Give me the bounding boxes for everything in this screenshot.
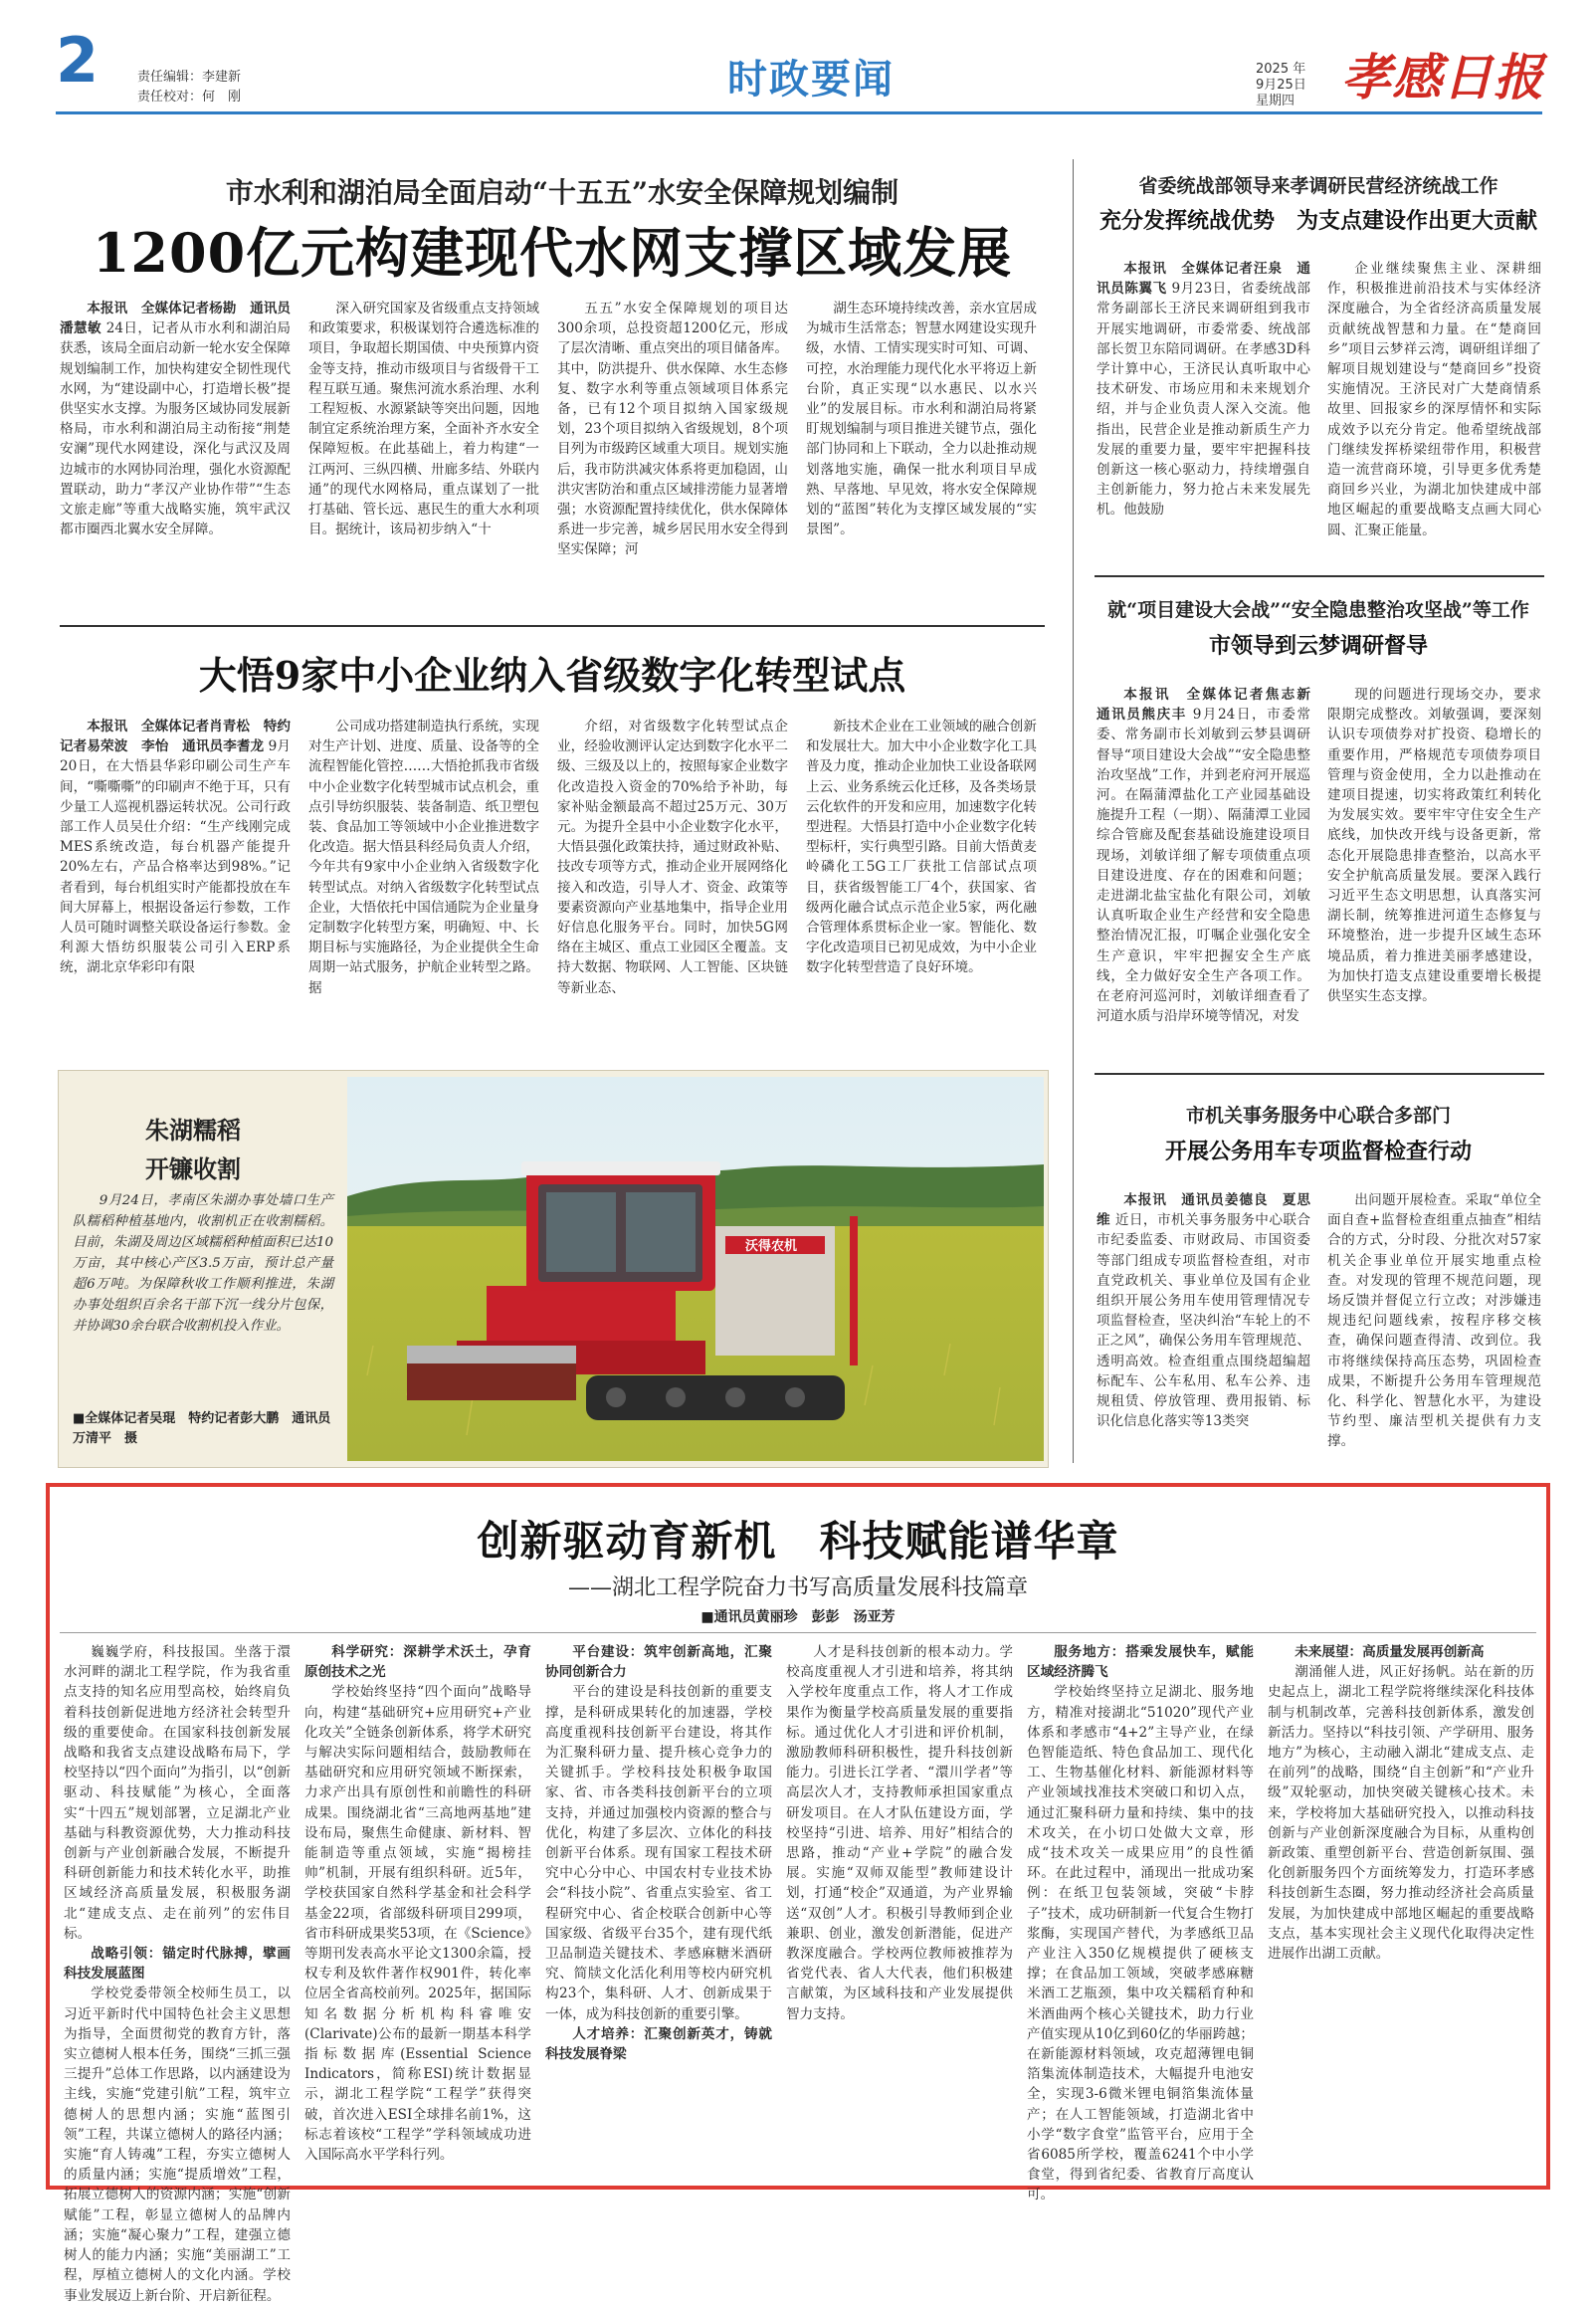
article-column: 未来展望：高质量发展再创新高 潮涌催人进，风正好扬帆。站在新的历史起点上，湖北工程学院将继续深化科技体制与机制改革，完善科技创新体系，激发创新活力。坚持以“科技引领、产学研用、服务地方”为核心，主动融入湖北“建成支点、走在前列”的战略，围绕“自主创新”和“产业升级”双轮驱动，加快突破关键核心技术。未来，学校将加大基础研究投入，以推动科技创新与产业创新深度融合为目标，从重构创新政策、重塑创新平台、营造创新氛围、强化创新服务四个方面统筹发力，打造环孝感科技创新生态圈，努力推动经济社会高质量发展，为加快建成中部地区崛起的重要战略支点，基本实现社会主义现代化取得决定性进展作出湖工贡献。 (1268, 1644, 1534, 1963)
masthead (0, 0, 1596, 109)
article-column: 本报讯 全媒体记者肖青松 特约记者易荣波 李怡 通讯员李耆龙 9月20日，在大悟县华彩印刷公司生产车间，“嘶嘶嘶”的印刷声不绝于耳，只有少量工人巡视机器运转状况。公司行政部工作人员吴仕介绍：“生产线刚完成MES系统改造，每台机器产能提升20%左右，产品合格率达到98%。”记者看到，每台机组实时产能都投放在车间大屏幕上，根据设备运行参数，工作人员可随时调整关联设备运行参数。金利源大悟纺织服装公司引入ERP系统，湖北京华彩印有限 (60, 719, 292, 976)
date-day: 9月25日 (1256, 78, 1306, 93)
article-column: 新技术企业在工业领域的融合创新和发展壮大。加大中小企业数字化工具普及力度，推动企业加快工业设备联网上云、业务系统云化迁移，及各类场景云化软件的开发和应用，加速数字化转型进程。大悟县打造中小企业数字化转型标杆，实行典型引路。目前大悟黄麦岭磷化工5G工厂获批工信部试点项目，获省级智能工厂4个，获国家、省级两化融合试点示范企业5家，两化融合管理体系贯标企业一家。智能化、数字化改造项目已初见成效，为中小企业数字化转型营造了良好环境。 (806, 719, 1037, 976)
proof-label: 责任校对：何 刚 (137, 90, 242, 105)
article-column: 五五”水安全保障规划的项目达300余项，总投资超1200亿元，形成了层次清晰、重点突出的项目储备库。其中，防洪提升、供水保障、水生态修复、数字水利等重点领域项目体系完备，已有12个项目拟纳入国家级规划，23个项目拟纳入省级规划，8个项目列为市级跨区域重大项目。规划实施后，我市防洪减灾体系将更加稳固，山洪灾害防治和重点区域排涝能力显著增强；水资源配置持续优化，供水保障体系进一步完善，城乡居民用水安全得到坚实保障；河 (557, 301, 788, 558)
column-divider (1073, 159, 1074, 1463)
headline: 1200亿元构建现代水网支撑区域发展 (92, 221, 1013, 285)
photo-title-line: 开镰收割 (145, 1154, 241, 1183)
harvester-brand: 沃得农机 (745, 1239, 798, 1254)
article-column: 本报讯 全媒体记者汪泉 通讯员陈翼飞 9月23日，省委统战部常务副部长王济民来调研组到我市开展实地调研，市委常委、统战部部长贺卫东陪同调研。在孝感3D科学计算中心，王济民认真听取中心技术研发、市场应用和未来规划介绍，并与企业负责人深入交流。他指出，民营企业是推动新质生产力发展的重要力量，要牢牢把握科技创新这一核心驱动力，持续增强自主创新能力，努力抢占未来发展先机。他鼓励 (1097, 261, 1310, 519)
article-column: 本报讯 通讯员姜德良 夏思维 近日，市机关事务服务中心联合市纪委监委、市财政局、市国资委等部门组成专项监督检查组，对市直党政机关、事业单位及国有企业组织开展公务用车使用管理情况专项监督检查，坚决纠治“车轮上的不正之风”，确保公务用车管理规范、透明高效。检查组重点围绕超编超标配车、公车私用、私车公养、违规租赁、停放管理、费用报销、标识化信息化落实等13类突 (1097, 1192, 1311, 1430)
kicker: 省委统战部领导来孝调研民营经济统战工作 (1138, 175, 1498, 197)
photo-block (58, 1070, 1049, 1468)
article-column: 巍巍学府，科技报国。坐落于澴水河畔的湖北工程学院，作为我省重点支持的知名应用型高校，始终肩负着科技创新促进地方经济社会转型升级的重要使命。在国家科技创新发展战略和我省支点建设战略布局下，学校坚持以“四个面向”为指引，以“创新驱动、科技赋能”为核心，全面落实“十四五”规划部署，立足湖北产业基础与科教资源优势，大力推动科技创新与产业创新融合发展，不断提升科研创新能力和技术转化水平，助推区域经济高质量发展，积极服务湖北“建成支点、走在前列”的宏伟目标。 战略引领：锚定时代脉搏，擘画科技发展蓝图 学校党委带领全校师生员工，以习近平新时代中国特色社会主义思想为指导，全面贯彻党的教育方针，落实立德树人根本任务，围绕“三抓三强三提升”总体工作思路，以内涵建设为主线，实施“党建引航”工程，筑牢立德树人的思想内涵；实施“蓝图引领”工程，共谋立德树人的路径内涵；实施“育人铸魂”工程，夯实立德树人的质量内涵；实施“提质增效”工程，拓展立德树人的资源内涵；实施“创新赋能”工程，彰显立德树人的品牌内涵；实施“凝心聚力”工程，建强立德树人的能力内涵；实施“美丽湖工”工程，厚植立德树人的文化内涵。学校事业发展迈上新台阶、开启新征程。 (64, 1644, 291, 2304)
article-column: 人才是科技创新的根本动力。学校高度重视人才引进和培养，将其纳入学校年度重点工作，将人才工作成果作为衡量学校高质量发展的重要指标。通过优化人才引进和评价机制，激励教师科研积极性，提升科技创新能力。引进长江学者、“澴川学者”等高层次人才，支持教师承担国家重点研发项目。在人才队伍建设方面，学校坚持“引进、培养、用好”相结合的思路，推动“产业+学院”的融合发展。实施“双师双能型”教师建设计划，打通“校企”双通道，为产业界输送“双创”人才。积极引导教师到企业兼职、创业，激发创新潜能，促进产教深度融合。学校两位教师被推荐为省党代表、省人大代表，他们积极建言献策，为区域科技和产业发展提供智力支持。 (786, 1644, 1013, 2022)
article-column: 深入研究国家及省级重点支持领域和政策要求，积极谋划符合遴选标准的项目，争取超长期国债、中央预算内资金等支持，推动市级项目与省级骨干工程互联互通。聚焦河流水系治理、水利工程短板、水源紧缺等突出问题，因地制宜定系统治理方案，全面补齐水安全保障短板。在此基础上，着力构建“一江两河、三纵四横、卅廊多结、外联内通”的现代水网格局，重点谋划了一批打基础、管长远、惠民生的重大水利项目。据统计，该局初步纳入“十 (308, 301, 539, 538)
article-column: 本报讯 全媒体记者焦志新 通讯员熊庆丰 9月24日，市委常委、常务副市长刘敏到云梦县调研督导“项目建设大会战”“安全隐患整治攻坚战”工作，并到老府河开展巡河。在隔蒲潭盐化工产业园基础设施提升工程（一期）、隔蒲潭工业园综合管廊及配套基础设施建设项目现场，刘敏详细了解专项债重点项目建设进度、存在的困难和问题；走进湖北盐宝盐化有限公司，刘敏认真听取企业生产经营和安全隐患整治情况汇报，叮嘱企业强化安全生产意识，牢牢把握安全生产底线，全力做好安全生产各项工作。在老府河巡河时，刘敏详细查看了河道水质与沿岸环境等情况，对发 (1097, 687, 1324, 1025)
photo-caption: 9月24日，孝南区朱湖办事处墙口生产队糯稻种植基地内，收割机正在收割糯稻。目前，朱湖及周边区域糯稻种植面积已达10万亩，其中核心产区3.5万亩，预计总产量超6万吨。为保障秋收工作顺利推进，朱湖办事处组织百余名干部下沉一线分片包保，并协调30余台联合收割机投入作业。 (73, 1193, 333, 1334)
photo-title-line: 朱湖糯稻 (145, 1116, 241, 1145)
paper-logo: 孝感日报 (1341, 48, 1544, 106)
headline: 创新驱动育新机 科技赋能谱华章 (477, 1517, 1119, 1566)
article-column: 出问题开展检查。采取“单位全面自查+监督检查组重点抽查”相结合的方式，分时段、分批次对57家机关企事业单位开展实地重点检查。对发现的管理不规范问题，现场反馈并督促立行立改；对涉嫌违规违纪问题线索，按程序移交核查，确保问题查得清、改到位。我市将继续保持高压态势，巩固检查成果，不断提升公务用车管理规范化、科学化、智慧化水平，为建设节约型、廉洁型机关提供有力支撑。 (1327, 1192, 1541, 1450)
divider (60, 1632, 1536, 1633)
divider (60, 625, 1045, 627)
page-number: 2 (56, 24, 100, 97)
article-column: 湖生态环境持续改善，亲水宜居成为城市生活常态；智慧水网建设实现升级，水情、工情实现实时可知、可调、可控，水治理能力现代化水平将迈上新台阶，真正实现“以水惠民、以水兴业”的发展目标。市水利和湖泊局将紧盯规划编制与项目推进关键节点，强化部门协同和上下联动，全力以赴推动规划落地实施，确保一批水利项目早成熟、早落地、早见效，将水安全保障规划的“蓝图”转化为支撑区域发展的“实景图”。 (806, 301, 1037, 538)
harvest-photo (347, 1077, 1044, 1461)
feature-box (46, 1483, 1550, 2304)
kicker: 就“项目建设大会战”“安全隐患整治攻坚战”等工作 (1107, 599, 1529, 621)
photo-title (99, 1111, 288, 1184)
article-column: 企业继续聚焦主业、深耕细作，积极推进前沿技术与实体经济深度融合，为全省经济高质量发展贡献统战智慧和力量。在“楚商回乡”项目云梦祥云湾，调研组详细了解项目规划建设与“楚商回乡”投资实施情况。王济民对广大楚商情系故里、回报家乡的深厚情怀和实际成效予以充分肯定。他希望统战部门继续发挥桥梁纽带作用，积极营造一流营商环境，引导更多优秀楚商回乡兴业，为湖北加快建成中部地区崛起的重要战略支点画大同心圆、汇聚正能量。 (1327, 261, 1541, 538)
date-year: 2025 年 (1256, 62, 1306, 77)
article-column: 本报讯 全媒体记者杨勘 通讯员潘慧敏 24日，记者从市水利和湖泊局获悉，该局全面启动新一轮水安全保障规划编制工作，加快构建安全韧性现代水网，为“建设副中心，打造增长极”提供坚实水支撑。为服务区域协同发展新格局，市水利和湖泊局主动衔接“荆楚安澜”现代水网建设，深化与武汉及周边城市的水网协同治理，强化水资源配置联动，助力“孝汉产业协作带”“生态文旅走廊”等重大战略实施，筑牢武汉都市圈西北翼水安全屏障。 (60, 301, 292, 538)
article-column: 科学研究：深耕学术沃土，孕育原创技术之光 学校始终坚持“四个面向”战略导向，构建“基础研究+应用研究+产业化攻关”全链条创新体系，将学术研究与解决实际问题相结合，鼓励教师在基础研究和应用研究领域不断探索，力求产出具有原创性和前瞻性的科研成果。围绕湖北省“三高地两基地”建设布局，聚焦生命健康、新材料、智能制造等重点领域，实施“揭榜挂帅”机制，开展有组织科研。近5年，学校获国家自然科学基金和社会科学基金22项，省部级科研项目299项，省市科研成果奖53项，在《Science》等期刊发表高水平论文1300余篇，授权专利及软件著作权901件，转化率位居全省高校前列。2025年，据国际知名数据分析机构科睿唯安(Clarivate)公布的最新一期基本科学指标数据库(Essential Science Indicators，简称ESI)统计数据显示，湖北工程学院“工程学”获得突破，首次进入ESI全球排名前1%，这标志着该校“工程学”学科领域成功进入国际高水平学科行列。 (304, 1644, 531, 2164)
headline: 市领导到云梦调研督导 (1208, 633, 1428, 659)
article-column: 介绍，对省级数字化转型试点企业，经验收测评认定达到数字化水平二级、三级及以上的，按照每家企业数字化改造投入资金的70%给予补助，每家补贴金额最高不超过25万元、30万元。为提升全县中小企业数字化水平，大悟县强化政策扶持，通过财政补贴、技改专项等方式，推动企业开展网络化接入和改造，引导人才、资金、政策等要素资源向产业基地集中，指导企业用好信息化服务平台。同时，加快5G网络在主城区、重点工业园区全覆盖。支持大数据、物联网、人工智能、区块链等新业态、 (557, 719, 788, 996)
headline: 大悟9家中小企业纳入省级数字化转型试点 (198, 653, 906, 698)
article-column: 公司成功搭建制造执行系统，实现对生产计划、进度、质量、设备等的全流程智能化管控……大悟抢抓我市省级中小企业数字化转型城市试点机会，重点引导纺织服装、装备制造、纸卫塑包装、食品加工等领域中小企业推进数字化改造。据大悟县科经局负责人介绍，今年共有9家中小企业纳入省级数字化转型试点。对纳入省级数字化转型试点企业，大悟依托中国信通院为企业量身定制数字化转型方案，明确短、中、长期目标与实施路径，为企业提供全生命周期一站式服务，护航企业转型之路。据 (308, 719, 539, 996)
kicker: 市机关事务服务中心联合多部门 (1185, 1105, 1451, 1127)
article-column: 现的问题进行现场交办，要求限期完成整改。刘敏强调，要深刻认识专项债券对扩投资、稳增长的重要作用，严格规范专项债券项目管理与资金使用，全力以赴推动在建项目提速，切实将政策红利转化为发展实效。要牢牢守住安全生产底线，加快改开线与设备更新，常态化开展隐患排查整治，以高水平安全护航高质量发展。要深入践行习近平生态文明思想，认真落实河湖长制，统筹推进河道生态修复与环境整治，进一步提升区域生态环境品质，着力推进美丽孝感建设，为加快打造支点建设重要增长极提供坚实生态支撑。 (1327, 687, 1541, 1005)
article-column: 服务地方：搭乘发展快车，赋能区域经济腾飞 学校始终坚持立足湖北、服务地方，精准对接湖北“51020”现代产业体系和孝感市“4+2”主导产业，在绿色智能造纸、特色食品加工、现代化工、生物基催化材料、新能源材料等产业领域找准技术突破口和切入点，通过汇聚科研力量和持续、集中的技术攻关，在小切口处做大文章，形成“技术攻关一成果应用”的良性循环。在此过程中，涌现出一批成功案例：在纸卫包装领域，突破“卡脖子”技术，成功研制新一代复合生物打浆酶，实现国产替代，为孝感纸卫品产业注入350亿规模提供了硬核支撑；在食品加工领域，突破孝感麻糖米酒工艺瓶颈，集中攻关糯稻育种和米酒曲两个核心关键技术，助力行业产值实现从10亿到60亿的华丽跨越；在新能源材料领域，攻克超薄锂电铜箔集流体制造技术，大幅提升电池安全，实现3-6微米锂电铜箔集流体量产；在人工智能领域，打造湖北省中小学“数字食堂”监管平台，应用于全省6085所学校，覆盖6241个中小学食堂，得到省纪委、省教育厅高度认可。 (1027, 1644, 1254, 2203)
weekday: 星期四 (1256, 94, 1296, 108)
editor-label: 责任编辑：李建新 (137, 70, 242, 85)
headline: 充分发挥统战优势 为支点建设作出更大贡献 (1098, 208, 1537, 234)
byline: ■通讯员黄丽珍 彭彭 汤亚芳 (700, 1609, 896, 1625)
section-name: 时政要闻 (727, 56, 895, 103)
divider (1095, 575, 1544, 577)
headline: 开展公务用车专项监督检查行动 (1164, 1139, 1472, 1164)
subhead: ——湖北工程学院奋力书写高质量发展科技篇章 (567, 1575, 1028, 1600)
kicker: 市水利和湖泊局全面启动“十五五”水安全保障规划编制 (225, 176, 899, 209)
masthead-rule (56, 111, 1542, 114)
photo-credit: ■全媒体记者吴琨 特约记者彭大鹏 通讯员万清平 摄 (73, 1411, 331, 1446)
article-column: 平台建设：筑牢创新高地，汇聚协同创新合力 平台的建设是科技创新的重要支撑，是科研成果转化的加速器，学校高度重视科技创新平台建设，将其作为汇聚科研力量、提升核心竞争力的关键抓手。学校科技处积极争取国家、省、市各类科技创新平台的立项支持，并通过加强校内资源的整合与优化，构建了多层次、立体化的科技创新平台体系。现有国家工程技术研究中心分中心、中国农村专业技术协会“科技小院”、省重点实验室、省工程研究中心、省企校联合创新中心等国家级、省级平台35个，建有现代纸卫品制造关键技术、孝感麻糖米酒研究、简牍文化活化利用等校内研究机构23个，集科研、人才、创新成果于一体，成为科技创新的重要引擎。 人才培养：汇聚创新英才，铸就科技发展脊梁 (545, 1644, 772, 2063)
divider (1095, 1073, 1544, 1075)
